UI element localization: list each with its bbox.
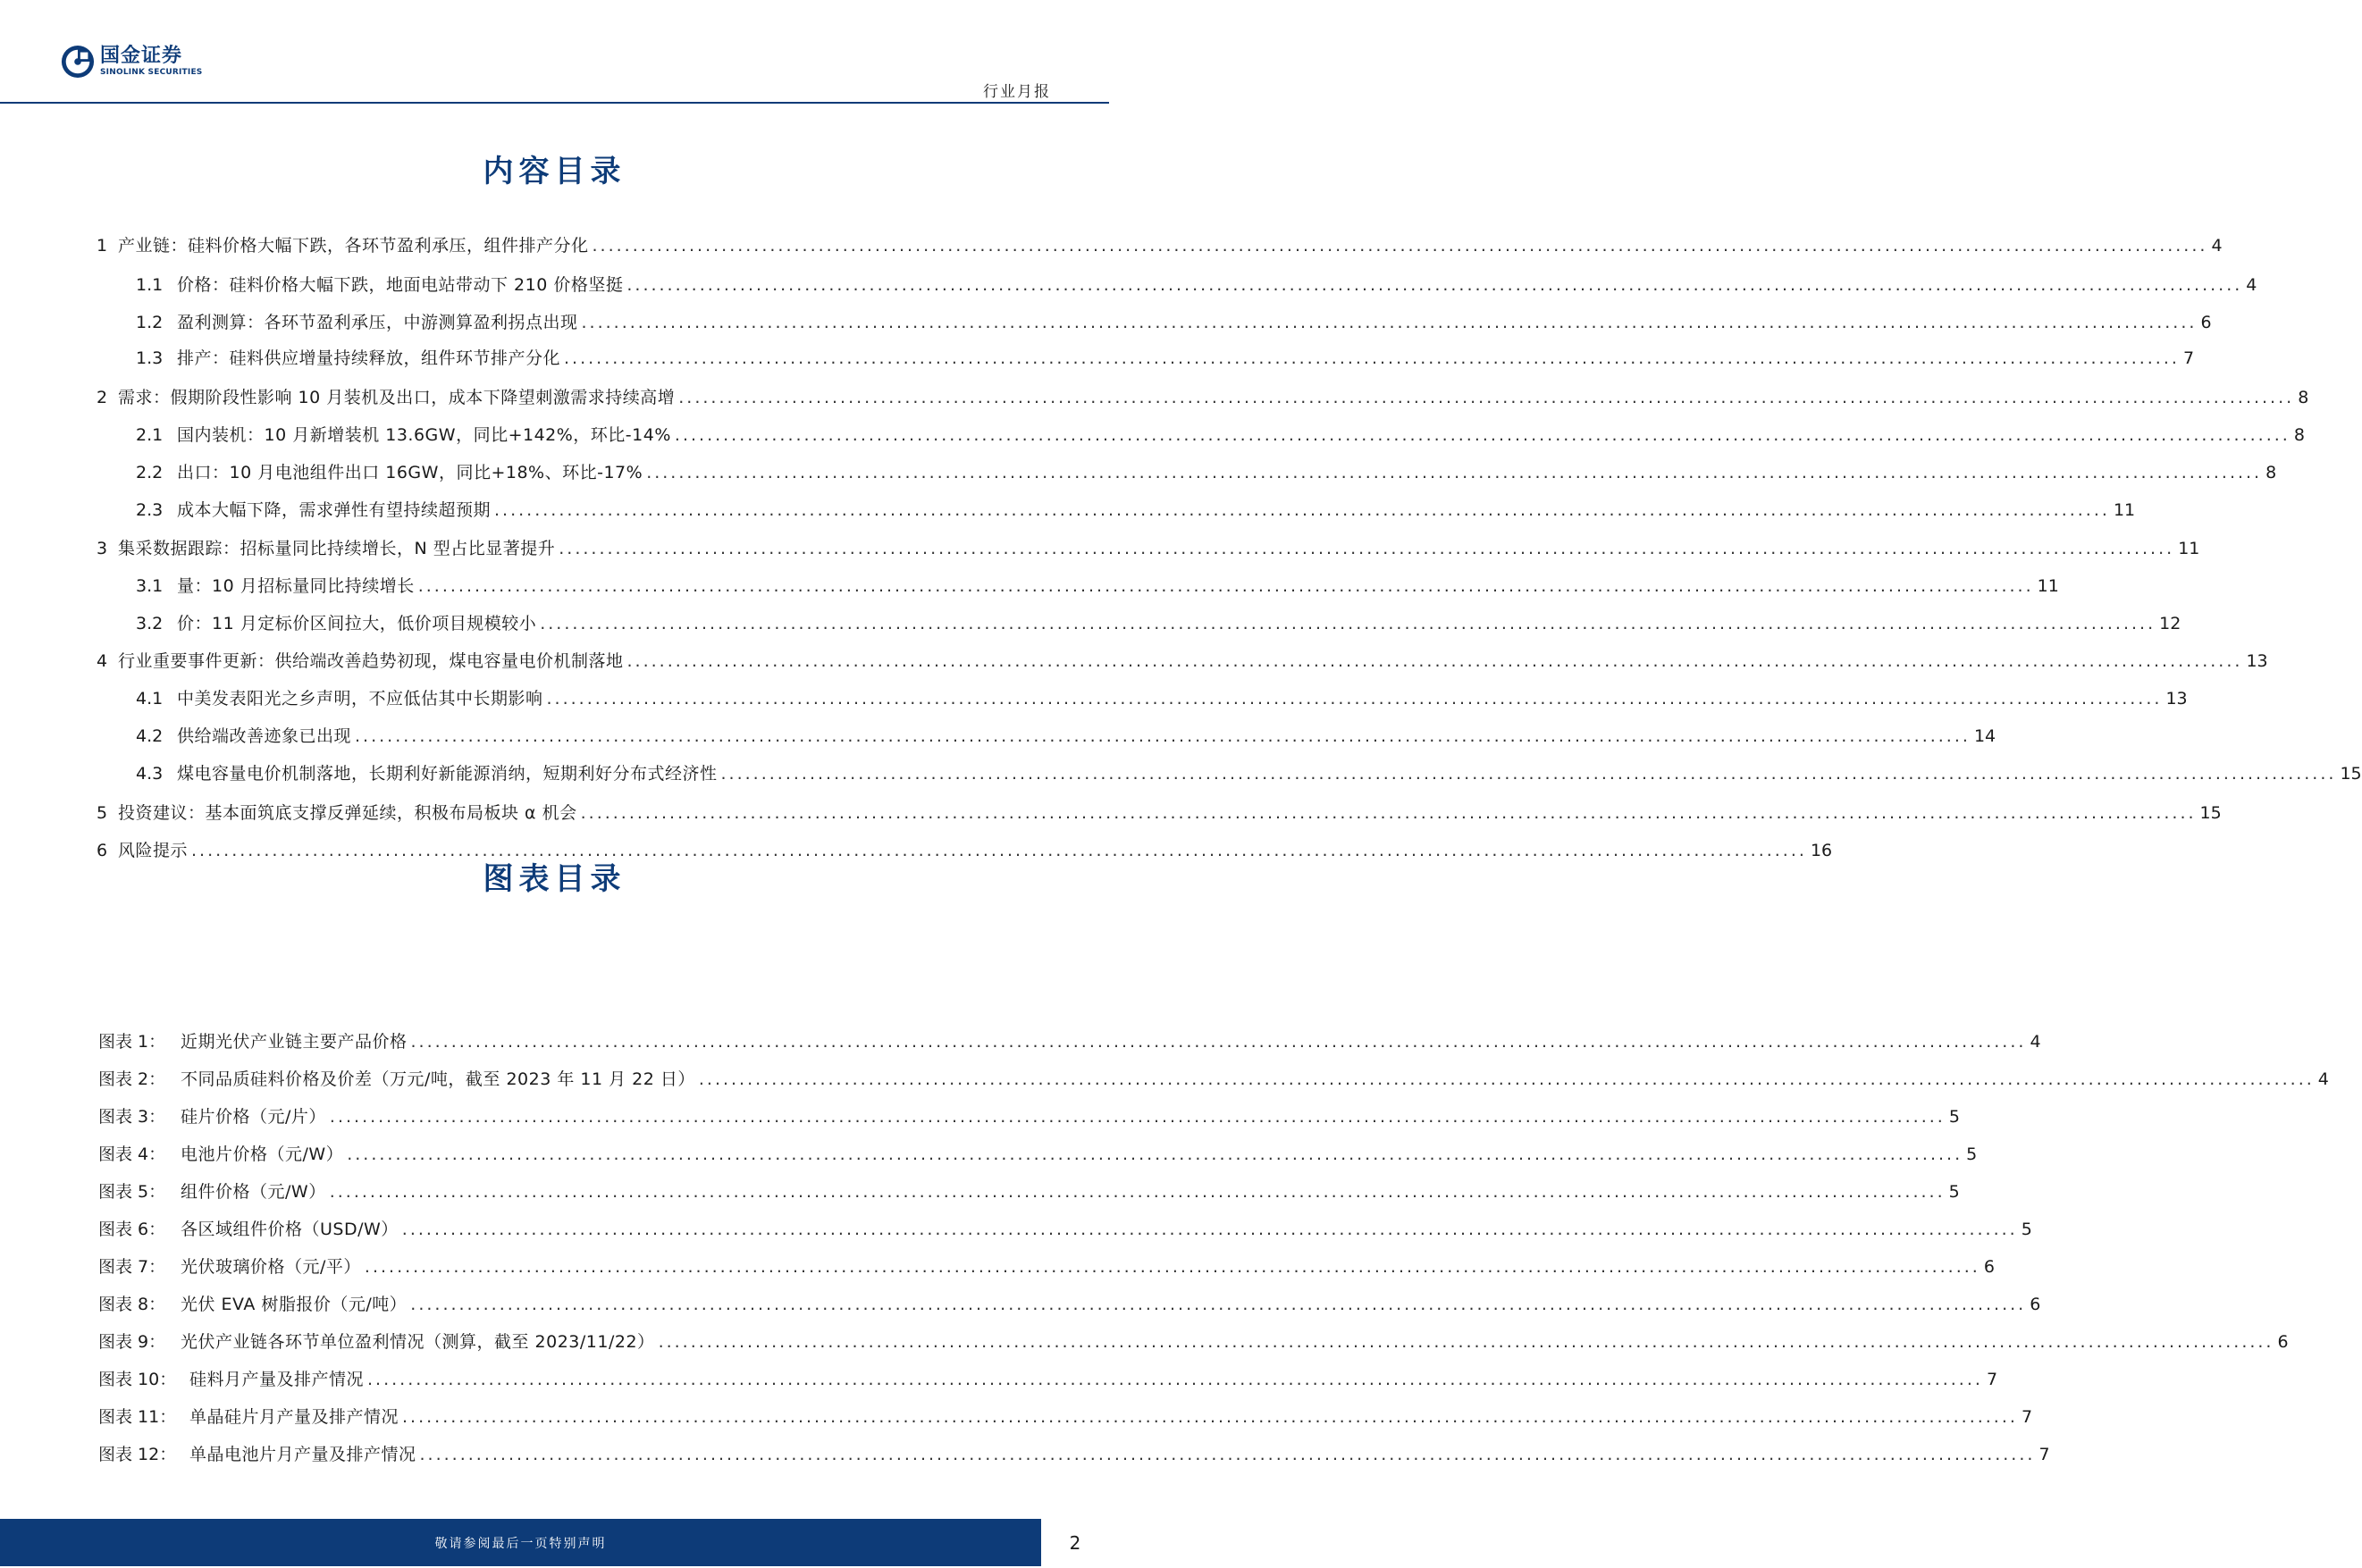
contents-entry-page: 12: [2159, 614, 2181, 633]
figures-entry-page: 7: [2021, 1407, 2033, 1427]
figures-entry-title: 光伏产业链各环节单位盈利情况（测算，截至 2023/11/22）: [181, 1332, 655, 1352]
contents-entry-page: 8: [2298, 388, 2309, 407]
figures-entry-page: 5: [1948, 1107, 1960, 1127]
contents-entry-page: 15: [2340, 764, 2362, 784]
figures-entry-title: 单晶硅片月产量及排产情况: [189, 1407, 399, 1427]
figures-entry-leader: ........................................................................................................................................................................................................: [329, 1107, 1946, 1127]
contents-entry-title: 成本大幅下降，需求弹性有望持续超预期: [177, 500, 492, 520]
figures-entry[interactable]: [98, 1105, 1960, 1128]
figures-entry[interactable]: [98, 1180, 1960, 1203]
figures-entry-page: 5: [1966, 1145, 1978, 1164]
contents-entry-title: 投资建议：基本面筑底支撑反弹延续，积极布局板块 α 机会: [118, 803, 577, 823]
contents-entry-title: 需求：假期阶段性影响 10 月装机及出口，成本下降望刺激需求持续高增: [118, 388, 676, 407]
contents-entry-page: 14: [1973, 726, 1996, 746]
figures-entry-leader: ........................................................................................................................................................................................................: [401, 1220, 2018, 1239]
figures-entry-page: 6: [2030, 1295, 2041, 1314]
contents-entry-leader: ........................................................................................................................................................................................................: [626, 651, 2243, 671]
contents-entry[interactable]: [136, 725, 1996, 748]
figures-entry-leader: ........................................................................................................................................................................................................: [367, 1370, 1983, 1389]
contents-entry-title: 风险提示: [118, 841, 189, 860]
contents-entry-title: 产业链：硅料价格大幅下跌，各环节盈利承压，组件排产分化: [118, 236, 589, 256]
contents-entry-page: 4: [2211, 236, 2223, 256]
figures-entry-page: 5: [1948, 1182, 1960, 1202]
figures-entry-page: 7: [1986, 1370, 1998, 1389]
contents-entry-title: 价：11 月定标价区间拉大，低价项目规模较小: [177, 614, 537, 633]
page-number: 2: [1069, 1531, 1081, 1554]
contents-entry-number: 3.1: [136, 576, 164, 596]
figures-entry-number: 图表 3：: [98, 1107, 166, 1127]
contents-entry-number: 4: [97, 651, 108, 671]
sinolink-logo-icon: [61, 45, 95, 79]
contents-entry-title: 煤电容量电价机制落地，长期利好新能源消纳，短期利好分布式经济性: [177, 764, 718, 784]
contents-entry[interactable]: [97, 801, 2222, 825]
contents-entry-title: 中美发表阳光之乡声明，不应低估其中长期影响: [177, 689, 543, 709]
figures-entry-leader: ........................................................................................................................................................................................................: [658, 1332, 2274, 1352]
contents-entry-title: 量：10 月招标量同比持续增长: [177, 576, 415, 596]
contents-entry-number: 2: [97, 388, 108, 407]
figures-entry-number: 图表 8：: [98, 1295, 166, 1314]
figures-entry-title: 不同品质硅料价格及价差（万元/吨，截至 2023 年 11 月 22 日）: [181, 1069, 695, 1089]
report-type-label: 行业月报: [983, 83, 1051, 101]
contents-entry-number: 1.1: [136, 275, 164, 295]
contents-entry-title: 行业重要事件更新：供给端改善趋势初现，煤电容量电价机制落地: [118, 651, 624, 671]
header-divider: [0, 102, 1109, 104]
contents-entry-number: 4.3: [136, 764, 164, 784]
figures-entry-page: 6: [1983, 1257, 1995, 1277]
contents-entry-title: 出口：10 月电池组件出口 16GW，同比+18%、环比-17%: [177, 463, 643, 482]
contents-entry-title: 国内装机：10 月新增装机 13.6GW，同比+142%，环比-14%: [177, 425, 671, 445]
figures-title: 图表目录: [483, 861, 626, 897]
contents-entry-number: 1.2: [136, 313, 164, 332]
figures-entry[interactable]: [98, 1293, 2041, 1316]
figures-entry-title: 硅料月产量及排产情况: [189, 1370, 365, 1389]
contents-entry-number: 2.2: [136, 463, 164, 482]
figures-entry-title: 硅片价格（元/片）: [181, 1107, 326, 1127]
figures-entry[interactable]: [98, 1143, 1978, 1166]
contents-entry-leader: ........................................................................................................................................................................................................: [355, 726, 1971, 746]
page-header: [0, 0, 1109, 105]
contents-entry-leader: ........................................................................................................................................................................................................: [678, 388, 2295, 407]
contents-entry-leader: ........................................................................................................................................................................................................: [626, 275, 2243, 295]
figures-entry-number: 图表 1：: [98, 1032, 166, 1052]
figures-entry-number: 图表 2：: [98, 1069, 166, 1089]
contents-entry-number: 2.3: [136, 500, 164, 520]
figures-entry-number: 图表 10：: [98, 1370, 177, 1389]
contents-entry-number: 1.3: [136, 348, 164, 368]
figures-entry-title: 各区域组件价格（USD/W）: [181, 1220, 399, 1239]
contents-entry-leader: ........................................................................................................................................................................................................: [191, 841, 1807, 860]
contents-entry-page: 13: [2165, 689, 2188, 709]
contents-entry-page: 6: [2200, 313, 2212, 332]
contents-entry[interactable]: [136, 612, 2181, 635]
figures-entry-leader: ........................................................................................................................................................................................................: [329, 1182, 1946, 1202]
contents-entry-page: 4: [2246, 275, 2257, 295]
figures-entry-number: 图表 7：: [98, 1257, 166, 1277]
contents-entry-title: 价格：硅料价格大幅下跌，地面电站带动下 210 价格坚挺: [177, 275, 624, 295]
figures-entry-leader: ........................................................................................................................................................................................................: [698, 1069, 2315, 1089]
figures-entry-title: 近期光伏产业链主要产品价格: [181, 1032, 408, 1052]
figures-entry-number: 图表 4：: [98, 1145, 166, 1164]
figures-entry-page: 7: [2038, 1445, 2050, 1464]
contents-entry-leader: ........................................................................................................................................................................................................: [559, 539, 2175, 558]
contents-entry-number: 3: [97, 539, 108, 558]
contents-entry-leader: ........................................................................................................................................................................................................: [564, 348, 2180, 368]
contents-entry[interactable]: [97, 234, 2223, 257]
figures-entry-leader: ........................................................................................................................................................................................................: [410, 1032, 2027, 1052]
brand-logo: [61, 45, 202, 79]
contents-entry-leader: ........................................................................................................................................................................................................: [646, 463, 2263, 482]
contents-entry-page: 8: [2293, 425, 2305, 445]
figures-entry[interactable]: [98, 1443, 2050, 1466]
contents-entry-title: 供给端改善迹象已出现: [177, 726, 352, 746]
contents-entry-page: 7: [2182, 348, 2195, 368]
contents-entry-leader: ........................................................................................................................................................................................................: [592, 236, 2208, 256]
contents-entry[interactable]: [136, 423, 2305, 447]
contents-entry[interactable]: [97, 386, 2309, 409]
figures-entry-number: 图表 12：: [98, 1445, 177, 1464]
contents-entry[interactable]: [136, 461, 2277, 484]
contents-entry[interactable]: [136, 273, 2257, 297]
contents-entry-page: 16: [1810, 841, 1833, 860]
contents-entry-page: 15: [2199, 803, 2222, 823]
figures-entry-page: 6: [2277, 1332, 2289, 1352]
contents-entry-number: 6: [97, 841, 108, 860]
contents-entry-number: 3.2: [136, 614, 164, 633]
figures-entry[interactable]: [98, 1255, 1995, 1279]
figures-entry[interactable]: [98, 1368, 1998, 1391]
contents-entry-title: 集采数据跟踪：招标量同比持续增长，N 型占比显著提升: [118, 539, 556, 558]
figures-entry-number: 图表 11：: [98, 1407, 177, 1427]
contents-entry-page: 13: [2246, 651, 2268, 671]
figures-entry-number: 图表 6：: [98, 1220, 166, 1239]
contents-entry-page: 11: [2178, 539, 2200, 558]
contents-entry-page: 11: [2037, 576, 2059, 596]
contents-entry-number: 4.1: [136, 689, 164, 709]
figures-entry[interactable]: [98, 1330, 2289, 1354]
figures-entry[interactable]: [98, 1405, 2033, 1429]
contents-entry[interactable]: [136, 687, 2188, 710]
contents-entry-leader: ........................................................................................................................................................................................................: [580, 803, 2197, 823]
contents-entry[interactable]: [97, 537, 2200, 560]
contents-entry-leader: ........................................................................................................................................................................................................: [540, 614, 2156, 633]
figures-entry-page: 5: [2021, 1220, 2032, 1239]
contents-entry-number: 2.1: [136, 425, 164, 445]
figures-entry-page: 4: [2317, 1069, 2329, 1089]
contents-entry[interactable]: [136, 311, 2212, 334]
contents-entry[interactable]: [97, 650, 2268, 673]
contents-entry-number: 1: [97, 236, 108, 256]
figures-entry-number: 图表 5：: [98, 1182, 166, 1202]
contents-entry-leader: ........................................................................................................................................................................................................: [674, 425, 2291, 445]
figures-entry-title: 电池片价格（元/W）: [181, 1145, 344, 1164]
figures-entry-leader: ........................................................................................................................................................................................................: [410, 1295, 2027, 1314]
figures-entry-title: 光伏玻璃价格（元/平）: [181, 1257, 361, 1277]
contents-entry-leader: ........................................................................................................................................................................................................: [417, 576, 2034, 596]
contents-entry-page: 8: [2265, 463, 2277, 482]
contents-entry-title: 排产：硅料供应增量持续释放，组件环节排产分化: [177, 348, 561, 368]
figures-entry[interactable]: [98, 1218, 2032, 1241]
figures-entry[interactable]: [98, 1030, 2041, 1053]
figures-entry-title: 单晶电池片月产量及排产情况: [189, 1445, 416, 1464]
contents-entry-leader: ........................................................................................................................................................................................................: [581, 313, 2198, 332]
brand-name-en: SINOLINK SECURITIES: [100, 68, 203, 77]
figures-entry-leader: ........................................................................................................................................................................................................: [402, 1407, 2018, 1427]
contents-entry[interactable]: [136, 347, 2195, 370]
footer-disclaimer: 敬请参阅最后一页特别声明: [0, 1519, 1041, 1566]
contents-entry-leader: ........................................................................................................................................................................................................: [546, 689, 2163, 709]
contents-entry-number: 5: [97, 803, 108, 823]
contents-entry-title: 盈利测算：各环节盈利承压，中游测算盈利拐点出现: [177, 313, 578, 332]
figures-entry-page: 4: [2030, 1032, 2041, 1052]
contents-entry-page: 11: [2113, 500, 2136, 520]
contents-entry-leader: ........................................................................................................................................................................................................: [720, 764, 2337, 784]
figures-entry-leader: ........................................................................................................................................................................................................: [419, 1445, 2036, 1464]
brand-name-cn: 国金证券: [100, 45, 183, 67]
contents-title: 内容目录: [483, 154, 626, 189]
figures-entry-leader: ........................................................................................................................................................................................................: [364, 1257, 1980, 1277]
contents-entry-number: 4.2: [136, 726, 164, 746]
figures-entry-title: 组件价格（元/W）: [181, 1182, 326, 1202]
figures-entry-title: 光伏 EVA 树脂报价（元/吨）: [181, 1295, 408, 1314]
contents-entry[interactable]: [136, 499, 2136, 522]
contents-entry[interactable]: [136, 574, 2059, 598]
figures-entry-number: 图表 9：: [98, 1332, 166, 1352]
figures-entry-leader: ........................................................................................................................................................................................................: [347, 1145, 1963, 1164]
contents-entry[interactable]: [136, 762, 2362, 785]
figures-entry[interactable]: [98, 1068, 2329, 1091]
contents-entry-leader: ........................................................................................................................................................................................................: [494, 500, 2110, 520]
page-footer: [0, 1519, 1109, 1568]
